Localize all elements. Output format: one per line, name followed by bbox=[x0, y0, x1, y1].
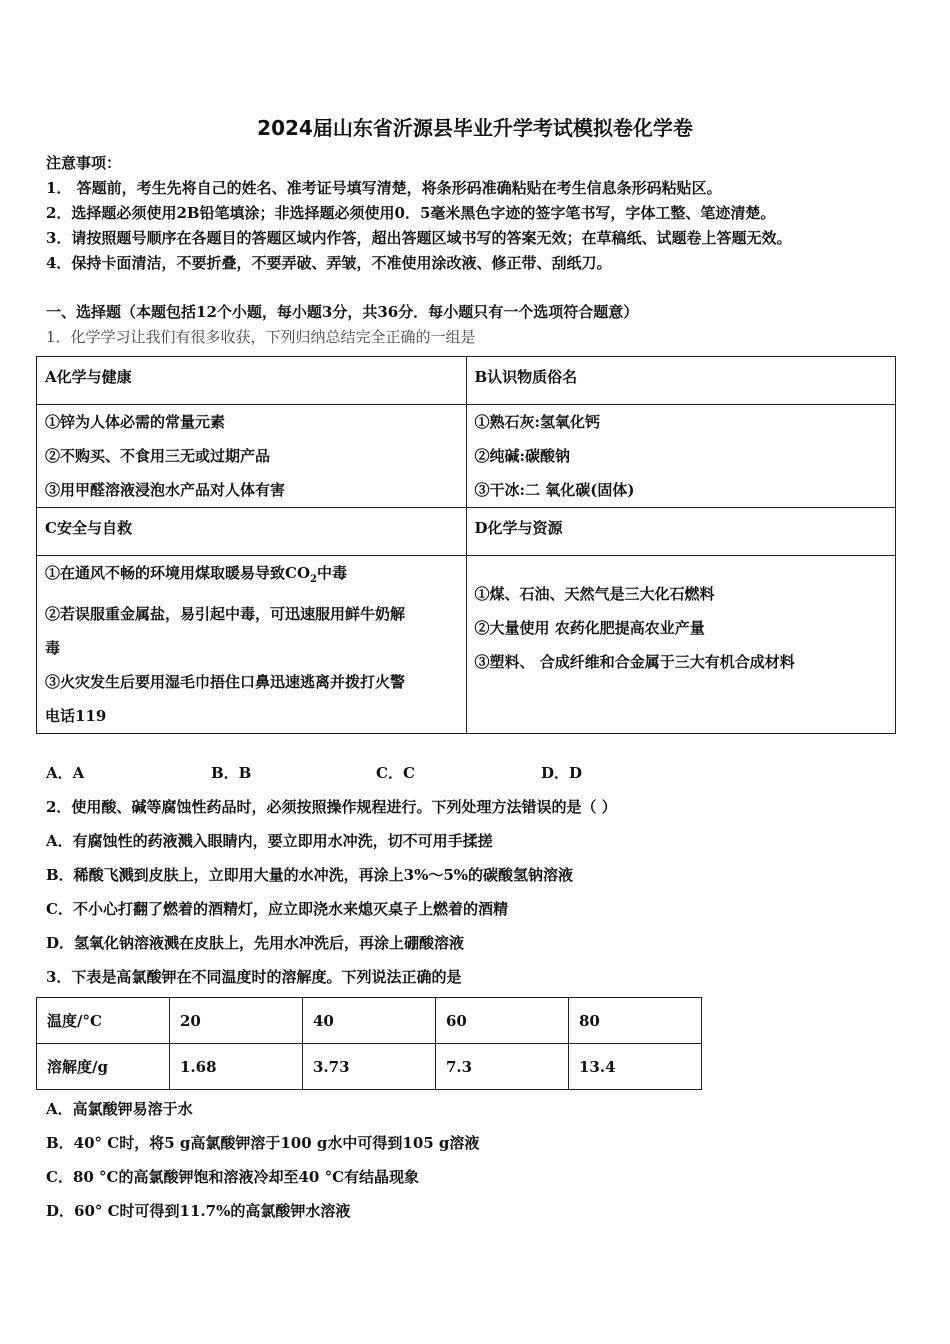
question-1-table bbox=[36, 356, 896, 734]
cell-b-content bbox=[466, 405, 896, 508]
list-item: 电话119 bbox=[45, 707, 107, 725]
option-d: D．氢氧化钠溶液溅在皮肤上，先用水冲洗后，再涂上硼酸溶液 bbox=[46, 934, 465, 952]
option-c: C．80 °C的高氯酸钾饱和溶液冷却至40 °C有结晶现象 bbox=[46, 1168, 420, 1186]
option-b: B．40° C时，将5 g高氯酸钾溶于100 g水中可得到105 g溶液 bbox=[46, 1134, 480, 1152]
table-cell: 20 bbox=[170, 998, 303, 1044]
cell-d-content bbox=[466, 556, 896, 734]
notice-item: 3．请按照题号顺序在各题目的答题区域内作答，超出答题区域书写的答案无效；在草稿纸、试题卷上答题无效。 bbox=[46, 229, 792, 247]
notice-item: 4．保持卡面清洁，不要折叠，不要弄破、弄皱，不准使用涂改液、修正带、刮纸刀。 bbox=[46, 254, 612, 272]
list-item: 毒 bbox=[45, 639, 61, 657]
question-3-stem: 3．下表是高氯酸钾在不同温度时的溶解度。下列说法正确的是 bbox=[46, 968, 462, 986]
notice-item: 2．选择题必须使用2B铅笔填涂；非选择题必须使用0．5毫米黑色字迹的签字笔书写，字体工整、笔迹清楚。 bbox=[46, 204, 776, 222]
option-b: B．稀酸飞溅到皮肤上，立即用大量的水冲洗，再涂上3%～5%的碳酸氢钠溶液 bbox=[46, 866, 574, 884]
cell-c-heading: C安全与自救 bbox=[37, 508, 467, 556]
solubility-table bbox=[36, 997, 702, 1090]
notice-heading: 注意事项： bbox=[46, 154, 122, 172]
option-a: A．有腐蚀性的药液溅入眼睛内，要立即用水冲洗，切不可用手揉搓 bbox=[46, 832, 493, 850]
notice-item: 1． 答题前，考生先将自己的姓名、准考证号填写清楚，将条形码准确粘贴在考生信息条形码粘贴区。 bbox=[46, 179, 722, 197]
table-cell: 3.73 bbox=[303, 1044, 436, 1090]
option-b: B．B bbox=[211, 764, 252, 782]
list-item: ①在通风不畅的环境用煤取暖易导致$CO_2$中毒 bbox=[45, 564, 347, 585]
table-cell: 80 bbox=[569, 998, 702, 1044]
table-cell: 温度/°C bbox=[37, 998, 170, 1044]
question-1-stem: 1．化学学习让我们有很多收获，下列归纳总结完全正确的一组是 bbox=[46, 328, 476, 346]
cell-a-content bbox=[37, 405, 467, 508]
page-title: 2024届山东省沂源县毕业升学考试模拟卷化学卷 bbox=[257, 116, 693, 140]
cell-d-heading: D化学与资源 bbox=[466, 508, 896, 556]
table-cell: 7.3 bbox=[436, 1044, 569, 1090]
option-a: A．A bbox=[46, 764, 85, 782]
table-cell: 40 bbox=[303, 998, 436, 1044]
table-cell: 溶解度/g bbox=[37, 1044, 170, 1090]
cell-b-heading: B认识物质俗名 bbox=[466, 357, 896, 405]
option-c: C．不小心打翻了燃着的酒精灯，应立即浇水来熄灭桌子上燃着的酒精 bbox=[46, 900, 508, 918]
table-cell: 13.4 bbox=[569, 1044, 702, 1090]
cell-c-content bbox=[37, 556, 467, 734]
option-d: D．60° C时可得到11.7%的高氯酸钾水溶液 bbox=[46, 1202, 351, 1220]
list-item: ①锌为人体必需的常量元素 bbox=[45, 413, 226, 431]
question-2-stem: 2．使用酸、碱等腐蚀性药品时，必须按照操作规程进行。下列处理方法错误的是（ ） bbox=[46, 798, 617, 816]
cell-a-heading: A化学与健康 bbox=[37, 357, 467, 405]
option-a: A．高氯酸钾易溶于水 bbox=[46, 1100, 193, 1118]
list-item: ①熟石灰:氢氧化钙 bbox=[474, 413, 601, 431]
list-item: ②若误服重金属盐，易引起中毒，可迅速服用鲜牛奶解 bbox=[45, 605, 406, 623]
list-item: ③用甲醛溶液浸泡水产品对人体有害 bbox=[45, 481, 286, 499]
list-item: ③干冰:二 氧化碳(固体) bbox=[474, 481, 635, 499]
list-item: ②不购买、不食用三无或过期产品 bbox=[45, 447, 271, 465]
list-item: ①煤、石油、天然气是三大化石燃料 bbox=[474, 584, 715, 603]
list-item: ②纯碱:碳酸钠 bbox=[474, 447, 571, 465]
list-item: ②大量使用 农药化肥提高农业产量 bbox=[474, 618, 705, 637]
option-d: D．D bbox=[541, 764, 583, 782]
option-c: C．C bbox=[376, 764, 415, 782]
section-heading: 一、选择题（本题包括12个小题，每小题3分，共36分．每小题只有一个选项符合题意） bbox=[46, 303, 639, 321]
list-item: ③火灾发生后要用湿毛巾捂住口鼻迅速逃离并拨打火警 bbox=[45, 673, 406, 691]
list-item: ③塑料、 合成纤维和合金属于三大有机合成材料 bbox=[474, 652, 795, 671]
table-cell: 1.68 bbox=[170, 1044, 303, 1090]
table-cell: 60 bbox=[436, 998, 569, 1044]
